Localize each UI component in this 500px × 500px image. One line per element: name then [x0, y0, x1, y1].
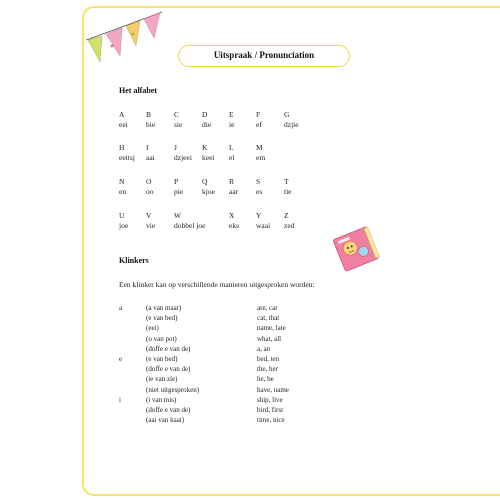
alphabet-cell: R aar — [229, 177, 239, 196]
bunting-decoration-icon — [84, 10, 164, 80]
vowel-row: (eei) name, late — [146, 324, 286, 333]
alphabet-cell: L el — [229, 143, 235, 162]
alphabet-cell: Z zed — [284, 211, 295, 230]
page-title: Uitspraak / Pronunciation — [178, 45, 350, 67]
alphabet-cell: K keei — [202, 143, 215, 162]
alphabet-heading: Het alfabet — [119, 86, 157, 95]
alphabet-cell: V vie — [146, 211, 156, 230]
alphabet-cell: E ie — [229, 110, 235, 129]
vowel-table — [119, 303, 379, 425]
alphabet-cell: C sie — [174, 110, 183, 129]
alphabet-row — [119, 110, 329, 132]
vowels-heading: Klinkers — [119, 256, 149, 265]
alphabet-cell: T tie — [284, 177, 292, 196]
alphabet-cell: F ef — [256, 110, 262, 129]
vowel-row: (doffe e van de) a, an — [146, 344, 271, 353]
alphabet-cell: W dobbel joe — [174, 211, 206, 230]
vowel-row: (niet uitgesproken) have, name — [146, 385, 289, 394]
alphabet-cell: N en — [119, 177, 127, 196]
vowel-row: e (e van bed) bed, ten — [119, 354, 280, 363]
alphabet-cell: I aai — [146, 143, 155, 162]
vowel-row: i (i van mis) ship, live — [119, 395, 283, 404]
vowel-row: (doffe e van de) bird, first — [146, 405, 284, 414]
alphabet-cell: Q kjoe — [202, 177, 215, 196]
alphabet-cell: U joe — [119, 211, 129, 230]
alphabet-cell: H eeitsj — [119, 143, 135, 162]
book-illustration-icon — [328, 224, 384, 274]
vowel-row: a (a van maar) are, car — [119, 304, 278, 312]
alphabet-cell: Y waai — [256, 211, 271, 230]
alphabet-cell: A eei — [119, 110, 128, 129]
vowel-row: (o van pot) what, all — [146, 334, 282, 343]
alphabet-row — [119, 143, 329, 165]
alphabet-cell: X eks — [229, 211, 239, 230]
alphabet-cell: D die — [202, 110, 212, 129]
alphabet-cell: J dzjeei — [174, 143, 192, 162]
alphabet-row — [119, 211, 329, 233]
alphabet-cell: G dzjie — [284, 110, 299, 129]
vowels-intro: Een klinker kan op verschillende manieren uitgesproken worden: — [119, 280, 315, 289]
alphabet-cell: M em — [256, 143, 266, 162]
alphabet-cell: O oo — [146, 177, 154, 196]
alphabet-row — [119, 177, 329, 199]
alphabet-cell: B bie — [146, 110, 156, 129]
vowel-row: (e van bed) cat, that — [146, 314, 280, 323]
vowel-row: (ie van zie) he, be — [146, 375, 274, 384]
vowel-row: (doffe e van de) the, her — [146, 365, 278, 374]
alphabet-cell: P pie — [174, 177, 184, 196]
alphabet-cell: S es — [256, 177, 263, 196]
vowel-row: (aai van kaai) time, nice — [146, 416, 285, 425]
